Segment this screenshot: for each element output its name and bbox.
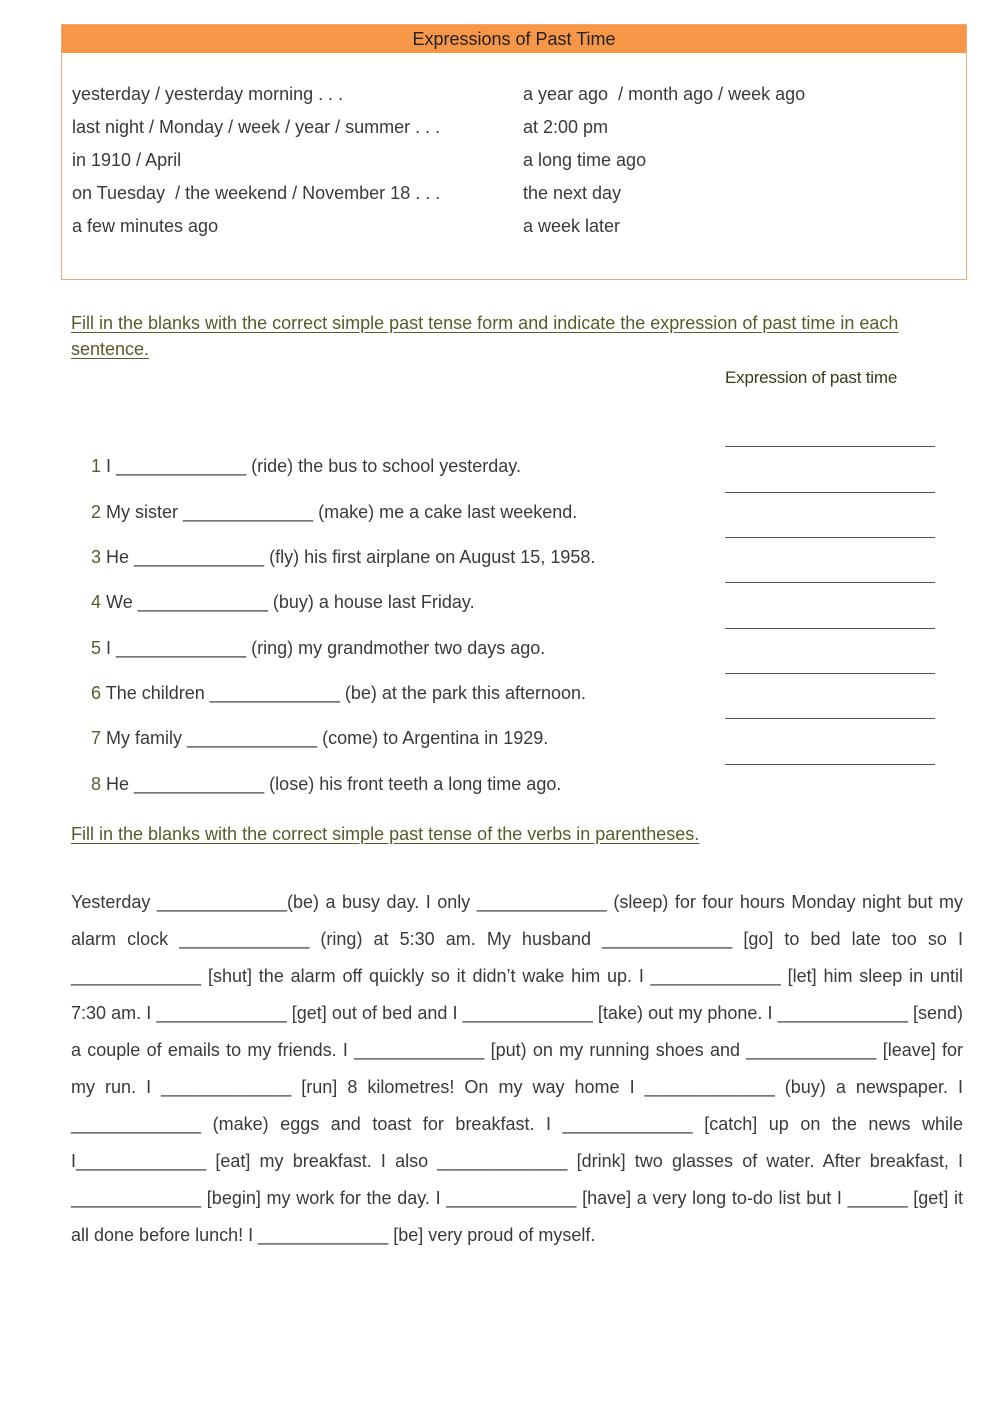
expressions-box: [61, 24, 967, 280]
expression-answer-line[interactable]: [725, 446, 935, 447]
question-number: 4: [91, 592, 102, 612]
expression-answer-line[interactable]: [725, 582, 935, 583]
expression-item: on Tuesday / the weekend / November 18 . . .: [72, 183, 441, 203]
section2-instruction: Fill in the blanks with the correct simple past tense of the verbs in parentheses.: [71, 824, 700, 844]
question-row: [71, 430, 941, 476]
question-row: [71, 521, 941, 567]
question-row: [71, 566, 941, 612]
expression-item: a long time ago: [523, 150, 647, 170]
expression-answer-line[interactable]: [725, 764, 935, 765]
fill-in-paragraph: Yesterday _____________(be) a busy day. I only _____________ (sleep) for four hours Monday night but my alarm clock _____________ (ring) at 5:30 am. My husband _____________ [go] to bed late too so I _____________ [shut] the alarm off quickly so it didn’t wake him up. I _____________ [let] him sleep in until 7:30 am. I _____________ [get] out of bed and I _____________ [take) out my phone. I _____________ [send) a couple of emails to my friends. I _____________ [put) on my running shoes and _____________ [leave] for my run. I _____________ [run] 8 kilometres! On my way home I _____________ (buy) a newspaper. I _____________ (make) eggs and toast for breakfast. I _____________ [catch] up on the news while I_____________ [eat] my breakfast. I also _____________ [drink] two glasses of water. After breakfast, I _____________ [begin] my work for the day. I _____________ [have] a very long to-do list but I ______ [get] it all done before lunch! I _____________ [be] very proud of myself.: [71, 892, 963, 1245]
question-number: 8: [91, 774, 102, 794]
question-text: The children _____________ (be) at the park this afternoon.: [101, 683, 587, 703]
expression-item: last night / Monday / week / year / summer . . .: [72, 117, 441, 137]
question-row: [71, 476, 941, 522]
expression-item: in 1910 / April: [72, 150, 182, 170]
expression-column-header: Expression of past time: [725, 368, 898, 387]
question-text: We _____________ (buy) a house last Friday.: [101, 592, 475, 612]
expressions-left-column: [72, 83, 440, 248]
expression-item: a few minutes ago: [72, 216, 219, 236]
question-number: 2: [91, 502, 102, 522]
expression-item: yesterday / yesterday morning . . .: [72, 84, 344, 104]
question-row: [71, 702, 941, 748]
question-number: 5: [91, 638, 102, 658]
expression-answer-line[interactable]: [725, 673, 935, 674]
expressions-right-column: [523, 83, 805, 248]
question-text: I _____________ (ride) the bus to school yesterday.: [101, 456, 521, 476]
expressions-title: Expressions of Past Time: [62, 25, 966, 53]
question-number: 1: [91, 456, 102, 476]
expression-answer-line[interactable]: [725, 628, 935, 629]
question-number: 7: [91, 728, 102, 748]
expression-answer-line[interactable]: [725, 718, 935, 719]
question-text: He _____________ (fly) his first airplane on August 15, 1958.: [101, 547, 596, 567]
question-text: He _____________ (lose) his front teeth a long time ago.: [101, 774, 562, 794]
expression-answer-line[interactable]: [725, 537, 935, 538]
section1-instruction: Fill in the blanks with the correct simple past tense form and indicate the expression of past time in each sentence.: [71, 313, 899, 359]
question-number: 6: [91, 683, 102, 703]
question-text: My sister _____________ (make) me a cake last weekend.: [101, 502, 578, 522]
question-row: [71, 612, 941, 658]
expression-item: at 2:00 pm: [523, 117, 609, 137]
question-number: 3: [91, 547, 102, 567]
expression-item: a week later: [523, 216, 621, 236]
question-text: My family _____________ (come) to Argentina in 1929.: [101, 728, 549, 748]
question-row: [71, 748, 941, 794]
expression-item: a year ago / month ago / week ago: [523, 84, 806, 104]
expression-answer-line[interactable]: [725, 492, 935, 493]
question-text: I _____________ (ring) my grandmother two days ago.: [101, 638, 546, 658]
question-row: [71, 657, 941, 703]
expression-item: the next day: [523, 183, 622, 203]
